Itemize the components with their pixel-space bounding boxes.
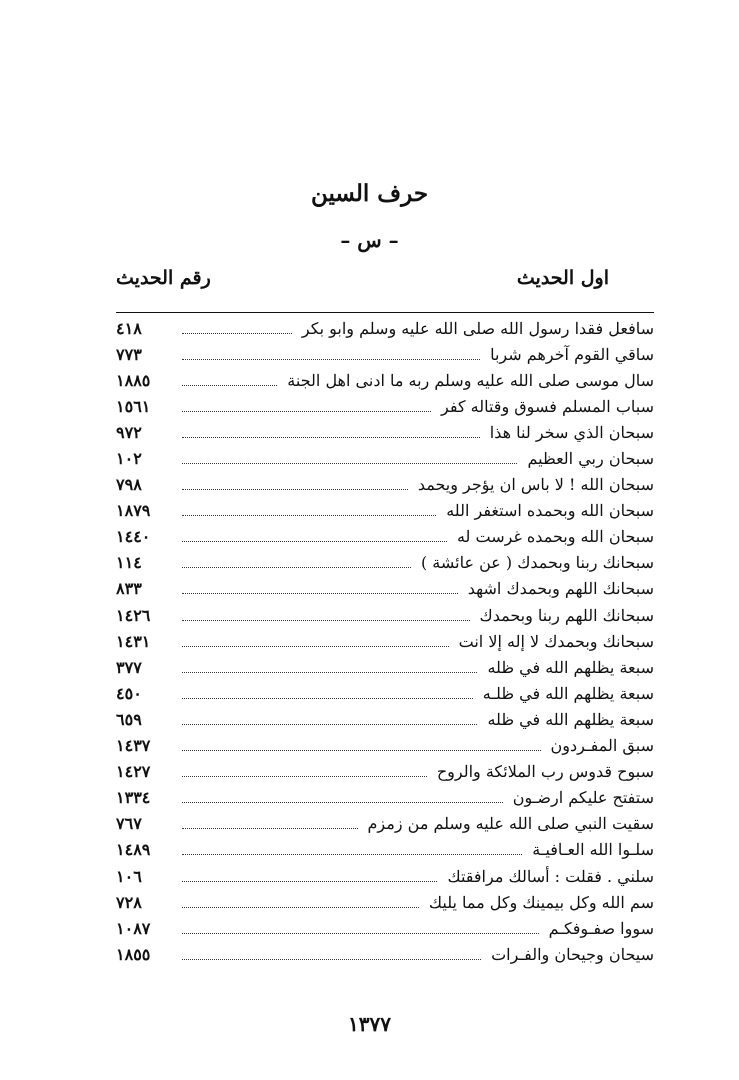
entry-number: ٤١٨	[116, 318, 142, 338]
index-entry	[116, 863, 654, 889]
entry-number: ٦٥٩	[116, 709, 142, 729]
entry-number: ١٠٨٧	[116, 918, 151, 938]
entry-text: سبحان الله ! لا باس ان يؤجر ويحمد	[417, 475, 654, 495]
letter-heading: – س –	[340, 228, 399, 252]
header-rule	[116, 312, 654, 313]
leader-dots	[182, 359, 480, 360]
entry-text: سبق المفـردون	[550, 736, 654, 756]
index-entry	[116, 576, 654, 602]
leader-dots	[182, 541, 447, 542]
leader-dots	[182, 672, 477, 673]
leader-dots	[182, 593, 458, 594]
leader-dots	[182, 854, 522, 855]
leader-dots	[182, 437, 480, 438]
leader-dots	[182, 698, 473, 699]
index-entry	[116, 602, 654, 628]
entry-text: سبحان الله وبحمده استغفر الله	[446, 501, 654, 521]
index-entry	[116, 654, 654, 680]
index-entry	[116, 680, 654, 706]
leader-dots	[182, 750, 541, 751]
leader-dots	[182, 959, 481, 960]
entry-text: سبوح قدوس رب الملائكة والروح	[436, 762, 654, 782]
entry-number: ٧٧٣	[116, 344, 142, 364]
entry-text: ستفتح عليكم ارضـون	[512, 788, 654, 808]
leader-dots	[182, 385, 277, 386]
entry-number: ١٥٦١	[116, 396, 151, 416]
entry-number: ١٤٢٧	[116, 762, 151, 782]
leader-dots	[182, 724, 477, 725]
entry-text: سبعة يظلهم الله في ظله	[487, 709, 654, 729]
entry-text: سال موسى صلى الله عليه وسلم ربه ما ادنى اهل الجنة	[287, 370, 654, 390]
entry-text: سبحانك ربنا وبحمدك ( عن عائشة )	[420, 553, 654, 573]
entry-text: سبحان الذي سخر لنا هذا	[489, 422, 654, 442]
entry-text: سووا صفـوفكـم	[548, 918, 654, 938]
index-entry	[116, 759, 654, 785]
column-header-first-words: اول الحديث	[516, 267, 609, 289]
entry-text: سبحانك اللهم وبحمدك اشهد	[467, 579, 654, 599]
index-entry	[116, 785, 654, 811]
entry-number: ١٠٦	[116, 866, 142, 886]
leader-dots	[182, 463, 517, 464]
entry-number: ٣٧٧	[116, 657, 142, 677]
entry-number: ١٨٥٥	[116, 944, 151, 964]
page-number: ١٣٧٧	[348, 1012, 391, 1036]
leader-dots	[182, 776, 427, 777]
entry-number: ٤٥٠	[116, 683, 142, 703]
index-entry	[116, 889, 654, 915]
entry-text: سلني . فقلت : أسالك مرافقتك	[447, 866, 654, 886]
index-entry	[116, 733, 654, 759]
entry-number: ٧٦٧	[116, 814, 142, 834]
leader-dots	[182, 802, 503, 803]
entry-text: سيحان وجيحان والفـرات	[491, 944, 654, 964]
entry-text: سم الله وكل بيمينك وكل مما يليك	[428, 892, 654, 912]
hadith-index-list	[116, 315, 654, 967]
entry-text: سقيت النبي صلى الله عليه وسلم من زمزم	[367, 814, 654, 834]
entry-text: سبحان الله وبحمده غرست له	[456, 527, 654, 547]
leader-dots	[182, 333, 292, 334]
index-entry	[116, 628, 654, 654]
index-entry	[116, 941, 654, 967]
index-entry	[116, 445, 654, 471]
entry-text: سبعة يظلهم الله في ظله	[487, 657, 654, 677]
entry-number: ١٨٨٥	[116, 370, 151, 390]
index-entry	[116, 315, 654, 341]
leader-dots	[182, 567, 411, 568]
entry-number: ٩٧٢	[116, 422, 142, 442]
entry-number: ١٤٣٧	[116, 736, 151, 756]
index-entry	[116, 472, 654, 498]
entry-number: ٨٣٣	[116, 579, 142, 599]
index-entry	[116, 706, 654, 732]
leader-dots	[182, 881, 437, 882]
index-entry	[116, 811, 654, 837]
entry-number: ١٤٣١	[116, 631, 151, 651]
index-entry	[116, 498, 654, 524]
entry-text: سبحانك وبحمدك لا إله إلا انت	[458, 631, 654, 651]
column-header-hadith-number: رقم الحديث	[116, 267, 211, 289]
index-entry	[116, 915, 654, 941]
entry-number: ١٨٧٩	[116, 501, 151, 521]
section-title: حرف السين	[310, 180, 429, 207]
entry-number: ١٤٨٩	[116, 840, 151, 860]
leader-dots	[182, 489, 408, 490]
index-entry	[116, 550, 654, 576]
entry-text: ساقي القوم آخرهم شربا	[490, 344, 654, 364]
entry-number: ١٣٣٤	[116, 788, 151, 808]
leader-dots	[182, 515, 436, 516]
entry-number: ١١٤	[116, 553, 142, 573]
entry-number: ١٠٢	[116, 449, 142, 469]
entry-number: ٧٩٨	[116, 475, 142, 495]
entry-text: سافعل فقدا رسول الله صلى الله عليه وسلم وابو بكر	[301, 318, 654, 338]
entry-text: سبعة يظلهم الله في ظلـه	[482, 683, 654, 703]
entry-number: ٧٢٨	[116, 892, 142, 912]
entry-text: سبحانك اللهم ربنا وبحمدك	[479, 605, 654, 625]
entry-number: ١٤٤٠	[116, 527, 151, 547]
entry-text: سباب المسلم فسوق وقتاله كفر	[441, 396, 654, 416]
index-entry	[116, 524, 654, 550]
leader-dots	[182, 411, 431, 412]
index-entry	[116, 419, 654, 445]
entry-number: ١٤٢٦	[116, 605, 151, 625]
index-entry	[116, 341, 654, 367]
leader-dots	[182, 907, 419, 908]
entry-text: سلـوا الله العـافيـة	[532, 840, 654, 860]
leader-dots	[182, 828, 358, 829]
index-entry	[116, 837, 654, 863]
leader-dots	[182, 933, 539, 934]
index-entry	[116, 393, 654, 419]
leader-dots	[182, 620, 470, 621]
index-entry	[116, 367, 654, 393]
leader-dots	[182, 646, 449, 647]
entry-text: سبحان ربي العظيم	[527, 449, 654, 469]
